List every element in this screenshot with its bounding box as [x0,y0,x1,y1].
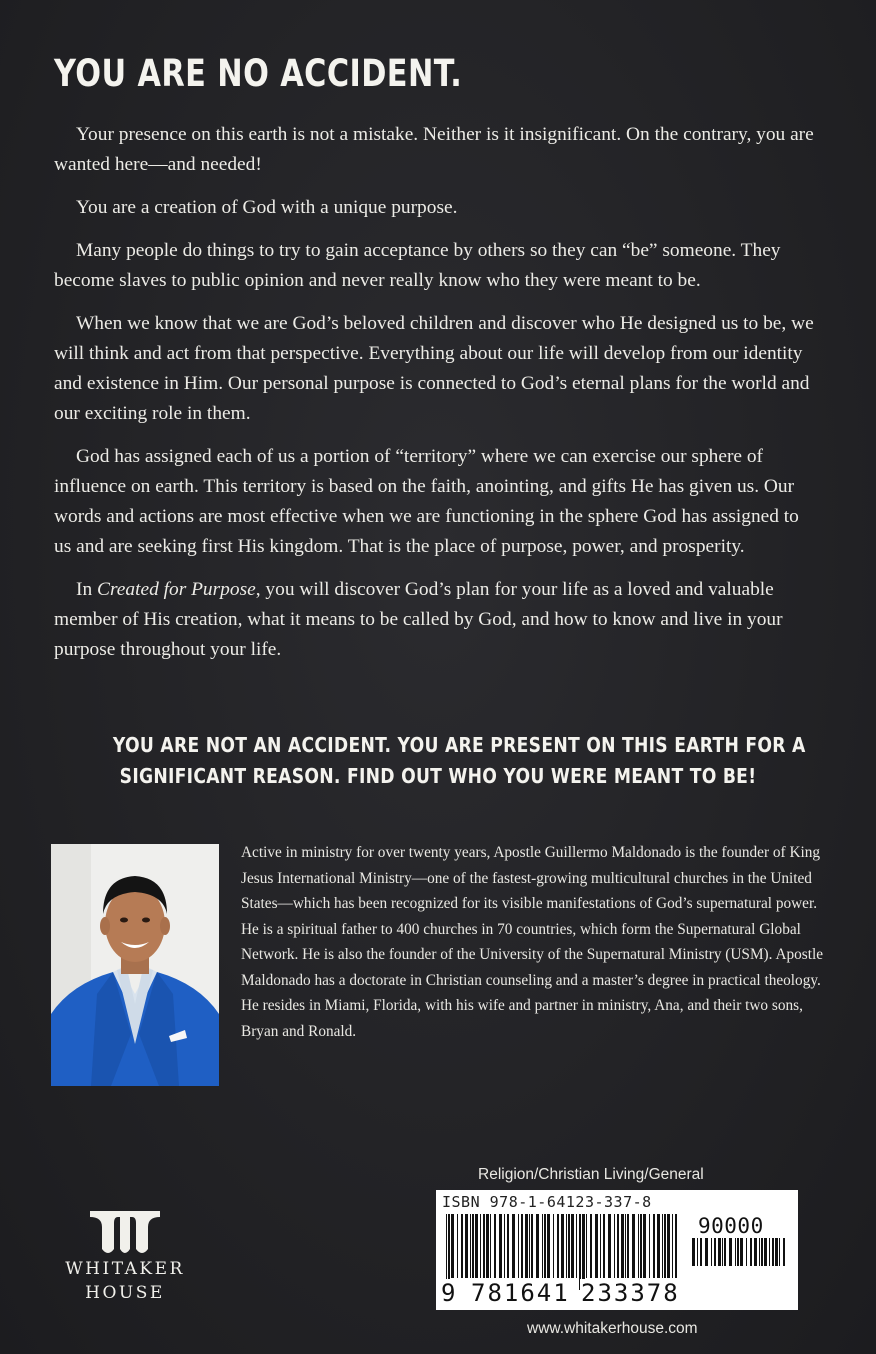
barcode-bar [608,1214,611,1278]
barcode-bar [603,1214,605,1278]
barcode-bar [475,1214,478,1278]
barcode-bar [542,1214,543,1278]
barcode-bar [504,1214,505,1278]
book-title: Created for Purpose [97,579,256,600]
barcode-bar [465,1214,468,1278]
barcode-bar [499,1214,502,1278]
barcode-bar [649,1214,650,1278]
barcode-digits [440,1279,690,1309]
barcode-bar [724,1238,726,1266]
barcode-bar [490,1214,491,1278]
barcode-bar [561,1214,564,1278]
barcode-bar [775,1238,778,1266]
barcode-bar [711,1238,712,1266]
paragraph-6-prefix: In [76,579,98,600]
barcode-bar [772,1238,774,1266]
barcode-bar [662,1214,663,1278]
barcode-bar [521,1214,523,1278]
barcode-bar [472,1214,474,1278]
barcode-bar [740,1238,743,1266]
barcode-bar [667,1214,670,1278]
barcode-bar [625,1214,626,1278]
barcode-bar [632,1214,635,1278]
barcode-bar [718,1238,721,1266]
barcode-bar [750,1238,752,1266]
barcode-bar [764,1238,767,1266]
barcode-bar [553,1214,554,1278]
isbn-label: ISBN 978-1-64123-337-8 [442,1193,652,1211]
barcode-bar [754,1238,757,1266]
barcode-bar [735,1238,736,1266]
callout-line-2: SIGNIFICANT REASON. FIND OUT WHO YOU WERE MEANT TO BE! [119,764,757,788]
barcode-digits-group-1: 781641 [471,1279,570,1307]
barcode-bar [483,1214,485,1278]
callout [60,730,816,792]
paragraph-6-suffix: , you will discover God’s plan for your life as a loved and valuable member of His creation, what it means to be called by God, and how to know and live in your purpose throughout your life. [54,579,783,660]
isbn-barcode [436,1190,798,1310]
barcode-digits-group-2: 233378 [581,1279,680,1307]
barcode-bar [480,1214,481,1278]
price-code: 90000 [698,1214,764,1238]
paragraph-4: When we know that we are God’s beloved children and discover who He designed us to be, we will think and act from that perspective. Everything about our life will develop from our identity and existence in Him. Our personal purpose is connected to God’s eternal plans for the world and our exciting role in them. [54,313,814,424]
publisher-name-line-2: HOUSE [85,1283,165,1303]
barcode-bar [737,1238,739,1266]
author-bio: Active in ministry for over twenty years, Apostle Guillermo Maldonado is the founder of King Jesus International Ministry—one of the fastest-growing multicultural churches in the United States—which has been recognized for its visible manifestations of God’s supernatural power. He is a spiritual father to 400 churches in 70 countries, which form the Supernatural Global Network. He is also the founder of the University of the Supernatural Ministry (USM). Apostle Maldonado has a doctorate in Christian counseling and a master’s degree in practical theology. He resides in Miami, Florida, with his wife and partner in ministry, Ana, and their two sons, Bryan and Ronald. [241,844,824,1040]
headline: YOU ARE NO ACCIDENT. [54,52,463,95]
barcode-bar [531,1214,533,1278]
barcode-bar [512,1214,515,1278]
description [54,120,814,678]
barcode-bar [779,1238,780,1266]
barcode-bar [547,1214,550,1278]
barcode-bar [729,1238,732,1266]
barcode-bar [746,1238,747,1266]
barcode-bar [590,1214,592,1278]
category-label: Religion/Christian Living/General [478,1166,704,1183]
barcode-bar [595,1214,598,1278]
barcode-bar [529,1214,530,1278]
paragraph-1: Your presence on this earth is not a mistake. Neither is it insignificant. On the contrary, you are wanted here—and needed! [54,124,814,175]
barcode-bar [705,1238,708,1266]
barcode-bar [566,1214,567,1278]
barcode-bar [525,1214,528,1278]
barcode-bar [657,1214,660,1278]
barcode-bar [486,1214,489,1278]
barcode-bar [638,1214,639,1278]
barcode-bar [536,1214,539,1278]
barcode-bar [470,1214,471,1278]
barcode-bar [761,1238,763,1266]
barcode-bar [451,1214,454,1278]
barcode-bar [557,1214,559,1278]
paragraph-3: Many people do things to try to gain acceptance by others so they can “be” someone. They become slaves to public opinion and never really know who they were meant to be. [54,240,781,291]
barcode-bar [653,1214,655,1278]
barcode-bar [692,1238,695,1266]
barcode-bar [675,1214,677,1278]
barcode-bar [627,1214,629,1278]
barcode-bar [640,1214,642,1278]
publisher-website: www.whitakerhouse.com [527,1320,698,1337]
author-photo [51,844,219,1086]
barcode-bar [783,1238,785,1266]
barcode-bar [586,1214,587,1278]
paragraph-6 [54,575,814,665]
barcode-bar [759,1238,760,1266]
barcode-bar [568,1214,570,1278]
barcode-bar [571,1214,574,1278]
barcode-bar [457,1214,458,1278]
barcode-bar [494,1214,496,1278]
callout-line-1: YOU ARE NOT AN ACCIDENT. YOU ARE PRESENT ON THIS EARTH FOR A [112,733,806,757]
whitaker-house-w-logo-icon [86,1205,164,1257]
barcode-bar [461,1214,463,1278]
author-portrait-image [51,844,219,1086]
barcode-bar [643,1214,646,1278]
barcode-bar [576,1214,577,1278]
barcode-bar [614,1214,615,1278]
barcode-bar [672,1214,673,1278]
barcode-bar [700,1238,702,1266]
publisher-logo [60,1205,190,1305]
barcode-bar [600,1214,601,1278]
barcode-bar [697,1238,698,1266]
barcode-bar [722,1238,723,1266]
barcode-bar [544,1214,546,1278]
barcode-bar [507,1214,509,1278]
barcode-bar [769,1238,770,1266]
barcode-digit-first: 9 [441,1279,456,1307]
barcode-bar [617,1214,619,1278]
price-addon-bars [692,1238,788,1278]
paragraph-2: You are a creation of God with a unique purpose. [76,197,458,218]
paragraph-5: God has assigned each of us a portion of “territory” where we can exercise our sphere of influence on earth. This territory is based on the faith, anointing, and gifts He has given us. Our words and actions are most effective when we are functioning in the sphere God has assigned to us and are seeking first His kingdom. That is the place of purpose, power, and prosperity. [54,446,799,557]
barcode-bar [664,1214,666,1278]
barcode-bar [621,1214,624,1278]
barcode-bar [714,1238,716,1266]
barcode-bar [518,1214,519,1278]
publisher-name-line-1: WHITAKER [65,1259,185,1279]
